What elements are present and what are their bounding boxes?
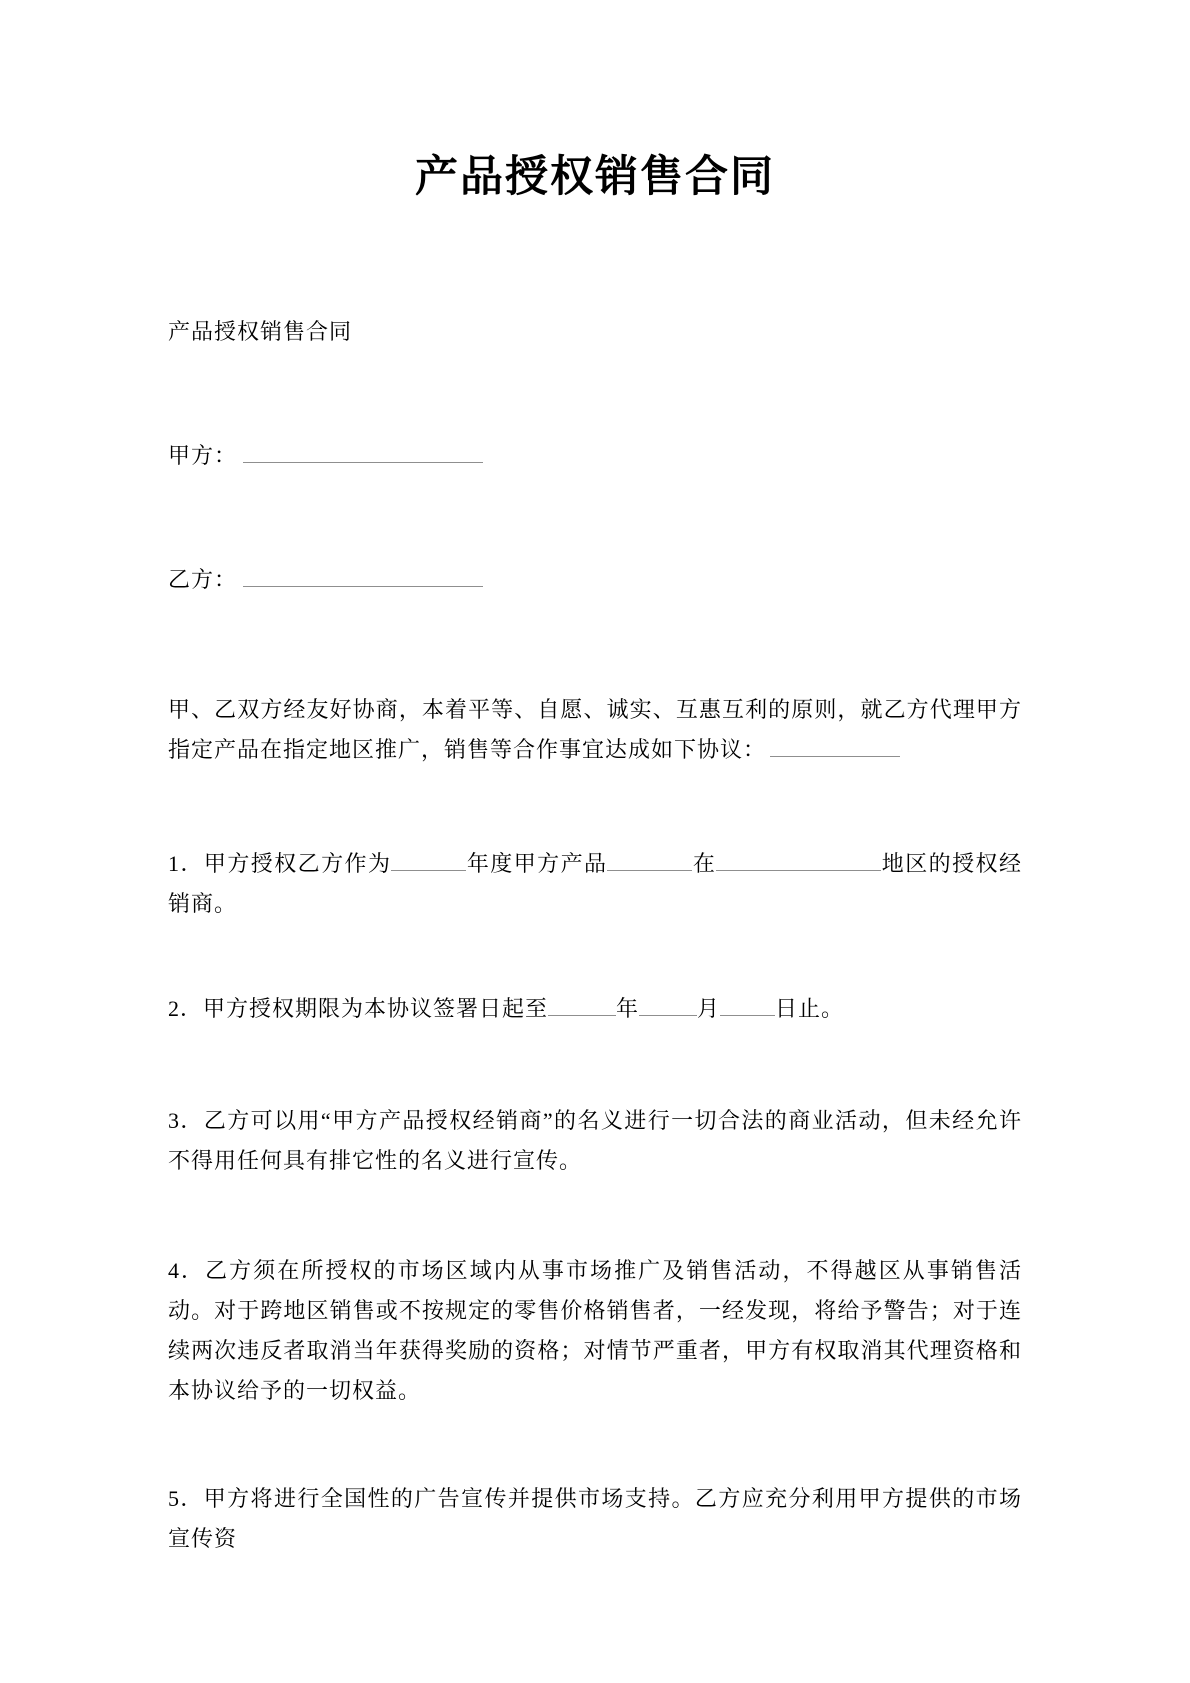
clause-blank-line bbox=[607, 848, 692, 871]
clause-text: 月 bbox=[697, 996, 721, 1021]
clause-blank-line bbox=[716, 848, 881, 871]
party-b-row bbox=[168, 560, 1022, 600]
clause-item-5 bbox=[168, 1479, 1022, 1559]
document-subtitle: 产品授权销售合同 bbox=[168, 319, 353, 344]
clause-list bbox=[168, 844, 1022, 1559]
clause-blank-line bbox=[639, 993, 697, 1016]
clause-item-2 bbox=[168, 989, 1022, 1029]
clause-text: 1．甲方授权乙方作为 bbox=[168, 851, 392, 876]
party-a-label: 甲方： bbox=[168, 443, 238, 468]
party-a-blank-line bbox=[243, 440, 483, 463]
preamble-text: 甲、乙双方经友好协商，本着平等、自愿、诚实、互惠互利的原则，就乙方代理甲方指定产品在指定地区推广，销售等合作事宜达成如下协议： bbox=[168, 697, 1022, 762]
clause-text: 日止。 bbox=[775, 996, 845, 1021]
clause-blank-line bbox=[720, 993, 775, 1016]
clause-item-4 bbox=[168, 1251, 1022, 1411]
clause-item-1 bbox=[168, 844, 1022, 924]
party-a-row bbox=[168, 436, 1022, 476]
preamble-blank-line bbox=[770, 734, 900, 757]
clause-blank-line bbox=[548, 993, 616, 1016]
clause-item-3 bbox=[168, 1101, 1022, 1181]
clause-text: 年度甲方产品 bbox=[466, 851, 608, 876]
party-b-label: 乙方： bbox=[168, 567, 238, 592]
clause-text: 3．乙方可以用“甲方产品授权经销商”的名义进行一切合法的商业活动，但未经允许不得用任何具有排它性的名义进行宣传。 bbox=[168, 1108, 1022, 1173]
preamble-paragraph bbox=[168, 690, 1022, 770]
clause-text: 在 bbox=[692, 851, 717, 876]
clause-text: 年 bbox=[616, 996, 640, 1021]
clause-text: 2．甲方授权期限为本协议签署日起至 bbox=[168, 996, 549, 1021]
party-b-blank-line bbox=[243, 564, 483, 587]
clause-text: 地区的授权经销商。 bbox=[168, 851, 1022, 916]
clause-blank-line bbox=[391, 848, 466, 871]
clause-text: 5．甲方将进行全国性的广告宣传并提供市场支持。乙方应充分利用甲方提供的市场宣传资 bbox=[168, 1486, 1022, 1551]
clause-text: 4．乙方须在所授权的市场区域内从事市场推广及销售活动，不得越区从事销售活动。对于跨地区销售或不按规定的零售价格销售者，一经发现，将给予警告；对于连续两次违反者取消当年获得奖励的资格；对情节严重者，甲方有权取消其代理资格和本协议给予的一切权益。 bbox=[168, 1258, 1022, 1403]
document-title: 产品授权销售合同 bbox=[415, 154, 775, 201]
